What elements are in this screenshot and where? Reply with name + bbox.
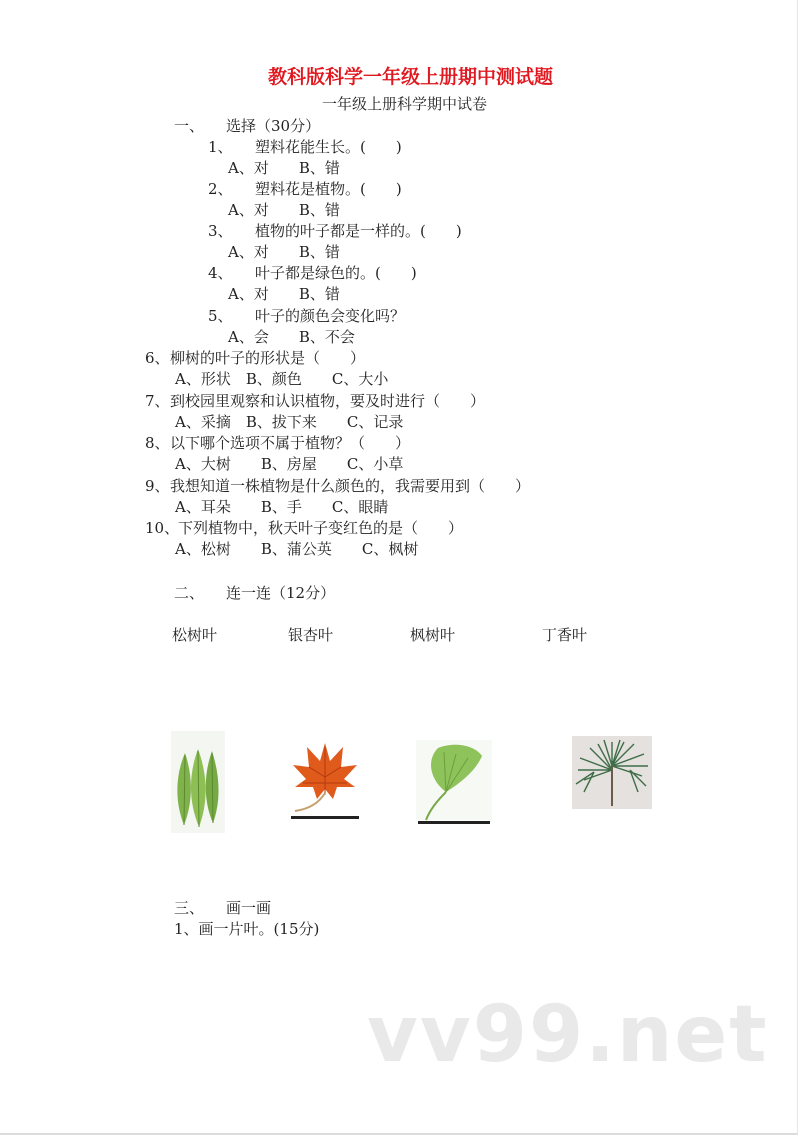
q9-options: A、耳朵 B、手 C、眼睛 [175, 498, 389, 516]
page-subtitle: 一年级上册科学期中试卷 [322, 95, 488, 113]
q9-text: 我想知道一株植物是什么颜色的，我需要用到（ ） [170, 477, 531, 495]
section3-heading: 画一画 [226, 899, 272, 917]
section1-marker: 一、 [174, 117, 205, 135]
section3-task: 1、画一片叶。(15分) [174, 920, 320, 938]
section3-marker: 三、 [174, 899, 205, 917]
willow-leaf-image[interactable] [171, 731, 225, 833]
label-maple-leaf: 枫树叶 [410, 626, 456, 644]
section1-heading: 选择（30分） [226, 117, 321, 135]
page-title: 教科版科学一年级上册期中测试题 [268, 66, 554, 88]
pine-needle-image[interactable] [572, 736, 652, 809]
q1-text: 塑料花能生长。( ) [255, 138, 402, 156]
label-pine-leaf: 松树叶 [172, 626, 218, 644]
section2-marker: 二、 [174, 584, 205, 602]
q3-text: 植物的叶子都是一样的。( ) [255, 222, 462, 240]
q1-number: 1、 [208, 138, 233, 156]
q8-options: A、大树 B、房屋 C、小草 [175, 455, 404, 473]
q6-options: A、形状 B、颜色 C、大小 [175, 370, 389, 388]
label-lilac-leaf: 丁香叶 [542, 626, 588, 644]
label-ginkgo-leaf: 银杏叶 [288, 626, 334, 644]
q6-text: 柳树的叶子的形状是（ ） [170, 349, 366, 367]
q1-options: A、对 B、错 [228, 159, 340, 177]
q8-number: 8、 [145, 434, 170, 452]
q7-number: 7、 [145, 392, 170, 410]
q5-number: 5、 [208, 307, 233, 325]
q7-options: A、采摘 B、拔下来 C、记录 [175, 413, 404, 431]
q5-options: A、会 B、不会 [228, 328, 355, 346]
q6-number: 6、 [145, 349, 170, 367]
q3-number: 3、 [208, 222, 233, 240]
q2-number: 2、 [208, 180, 233, 198]
watermark-text: vv99.net [367, 990, 769, 1080]
q2-text: 塑料花是植物。( ) [255, 180, 402, 198]
q3-options: A、对 B、错 [228, 243, 340, 261]
q10-number: 10、 [145, 519, 180, 537]
q4-number: 4、 [208, 264, 233, 282]
q4-options: A、对 B、错 [228, 285, 340, 303]
q8-text: 以下哪个选项不属于植物？（ ） [170, 434, 411, 452]
q5-text: 叶子的颜色会变化吗？ [255, 307, 406, 325]
ginkgo-leaf-image[interactable] [416, 740, 492, 826]
maple-leaf-image[interactable] [289, 737, 361, 821]
q10-options: A、松树 B、蒲公英 C、枫树 [175, 540, 419, 558]
q2-options: A、对 B、错 [228, 201, 340, 219]
q4-text: 叶子都是绿色的。( ) [255, 264, 417, 282]
q9-number: 9、 [145, 477, 170, 495]
q7-text: 到校园里观察和认识植物，要及时进行（ ） [170, 392, 486, 410]
q10-text: 下列植物中，秋天叶子变红色的是（ ） [178, 519, 464, 537]
section2-heading: 连一连（12分） [226, 584, 336, 602]
